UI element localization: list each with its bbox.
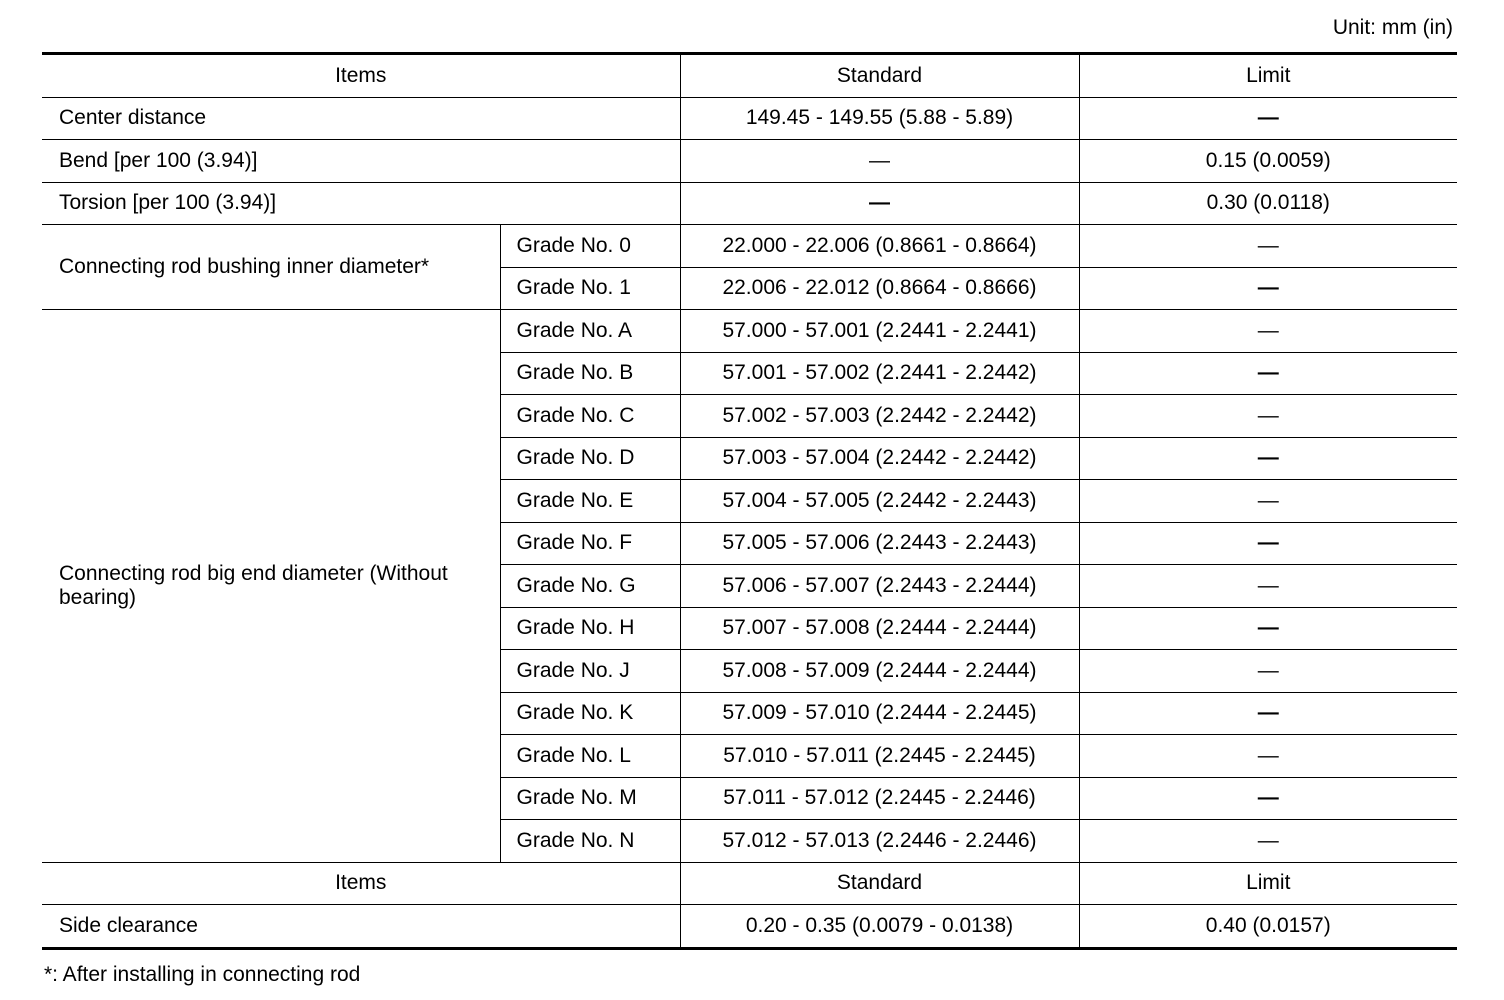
grade-cell: Grade No. N: [500, 820, 680, 863]
side-clearance-standard: 0.20 - 0.35 (0.0079 - 0.0138): [680, 905, 1079, 949]
grade-cell: Grade No. H: [500, 607, 680, 650]
standard-cell: 57.004 - 57.005 (2.2442 - 2.2443): [680, 480, 1079, 523]
standard-cell: 57.012 - 57.013 (2.2446 - 2.2446): [680, 820, 1079, 863]
limit-cell: —: [1079, 777, 1457, 820]
grade-cell: Grade No. L: [500, 735, 680, 778]
standard-cell: 57.000 - 57.001 (2.2441 - 2.2441): [680, 310, 1079, 353]
table-row: [42, 905, 1457, 949]
grade-cell: Grade No. J: [500, 650, 680, 693]
table-row: [42, 97, 1457, 140]
grade-cell: Grade No. A: [500, 310, 680, 353]
table-row: [42, 225, 1457, 268]
grade-cell: Grade No. M: [500, 777, 680, 820]
big-end-label: Connecting rod big end diameter (Without bearing): [42, 310, 500, 863]
table-row: [42, 182, 1457, 225]
standard-cell: 57.010 - 57.011 (2.2445 - 2.2445): [680, 735, 1079, 778]
grade-cell: Grade No. F: [500, 522, 680, 565]
standard-cell: 57.001 - 57.002 (2.2441 - 2.2442): [680, 352, 1079, 395]
limit-cell: —: [1079, 607, 1457, 650]
side-clearance-limit: 0.40 (0.0157): [1079, 905, 1457, 949]
limit-cell: —: [1079, 437, 1457, 480]
table-header-row: [42, 54, 1457, 98]
grade-cell: Grade No. C: [500, 395, 680, 438]
footnote: *: After installing in connecting rod: [44, 963, 361, 986]
limit-header: Limit: [1079, 862, 1457, 905]
table-header-row: [42, 862, 1457, 905]
table-row: [42, 310, 1457, 353]
limit-cell: —: [1079, 650, 1457, 693]
grade-cell: Grade No. D: [500, 437, 680, 480]
limit-cell: —: [1079, 480, 1457, 523]
table-row: [42, 140, 1457, 183]
standard-cell: 57.011 - 57.012 (2.2445 - 2.2446): [680, 777, 1079, 820]
standard-header: Standard: [680, 862, 1079, 905]
limit-cell: —: [1079, 820, 1457, 863]
standard-cell: 57.006 - 57.007 (2.2443 - 2.2444): [680, 565, 1079, 608]
side-clearance-label: Side clearance: [42, 905, 680, 949]
limit-cell: —: [1079, 225, 1457, 268]
bend-limit: 0.15 (0.0059): [1079, 140, 1457, 183]
center-distance-limit: —: [1079, 97, 1457, 140]
standard-cell: 57.002 - 57.003 (2.2442 - 2.2442): [680, 395, 1079, 438]
limit-cell: —: [1079, 522, 1457, 565]
limit-cell: —: [1079, 267, 1457, 310]
standard-cell: 57.007 - 57.008 (2.2444 - 2.2444): [680, 607, 1079, 650]
unit-label: Unit: mm (in): [1332, 16, 1453, 39]
grade-cell: Grade No. K: [500, 692, 680, 735]
limit-cell: —: [1079, 395, 1457, 438]
standard-cell: 22.000 - 22.006 (0.8661 - 0.8664): [680, 225, 1079, 268]
items-header: Items: [42, 54, 680, 98]
center-distance-standard: 149.45 - 149.55 (5.88 - 5.89): [680, 97, 1079, 140]
standard-cell: 57.003 - 57.004 (2.2442 - 2.2442): [680, 437, 1079, 480]
limit-cell: —: [1079, 352, 1457, 395]
connecting-rod-spec-table: [42, 52, 1457, 950]
grade-cell: Grade No. B: [500, 352, 680, 395]
limit-cell: —: [1079, 310, 1457, 353]
grade-cell: Grade No. G: [500, 565, 680, 608]
limit-cell: —: [1079, 735, 1457, 778]
torsion-standard: —: [680, 182, 1079, 225]
grade-cell: Grade No. 1: [500, 267, 680, 310]
standard-cell: 22.006 - 22.012 (0.8664 - 0.8666): [680, 267, 1079, 310]
grade-cell: Grade No. E: [500, 480, 680, 523]
limit-cell: —: [1079, 692, 1457, 735]
torsion-limit: 0.30 (0.0118): [1079, 182, 1457, 225]
standard-cell: 57.009 - 57.010 (2.2444 - 2.2445): [680, 692, 1079, 735]
bend-standard: —: [680, 140, 1079, 183]
bend-label: Bend [per 100 (3.94)]: [42, 140, 680, 183]
items-header: Items: [42, 862, 680, 905]
center-distance-label: Center distance: [42, 97, 680, 140]
limit-header: Limit: [1079, 54, 1457, 98]
standard-header: Standard: [680, 54, 1079, 98]
torsion-label: Torsion [per 100 (3.94)]: [42, 182, 680, 225]
grade-cell: Grade No. 0: [500, 225, 680, 268]
standard-cell: 57.008 - 57.009 (2.2444 - 2.2444): [680, 650, 1079, 693]
bushing-label: Connecting rod bushing inner diameter*: [42, 225, 500, 310]
limit-cell: —: [1079, 565, 1457, 608]
standard-cell: 57.005 - 57.006 (2.2443 - 2.2443): [680, 522, 1079, 565]
